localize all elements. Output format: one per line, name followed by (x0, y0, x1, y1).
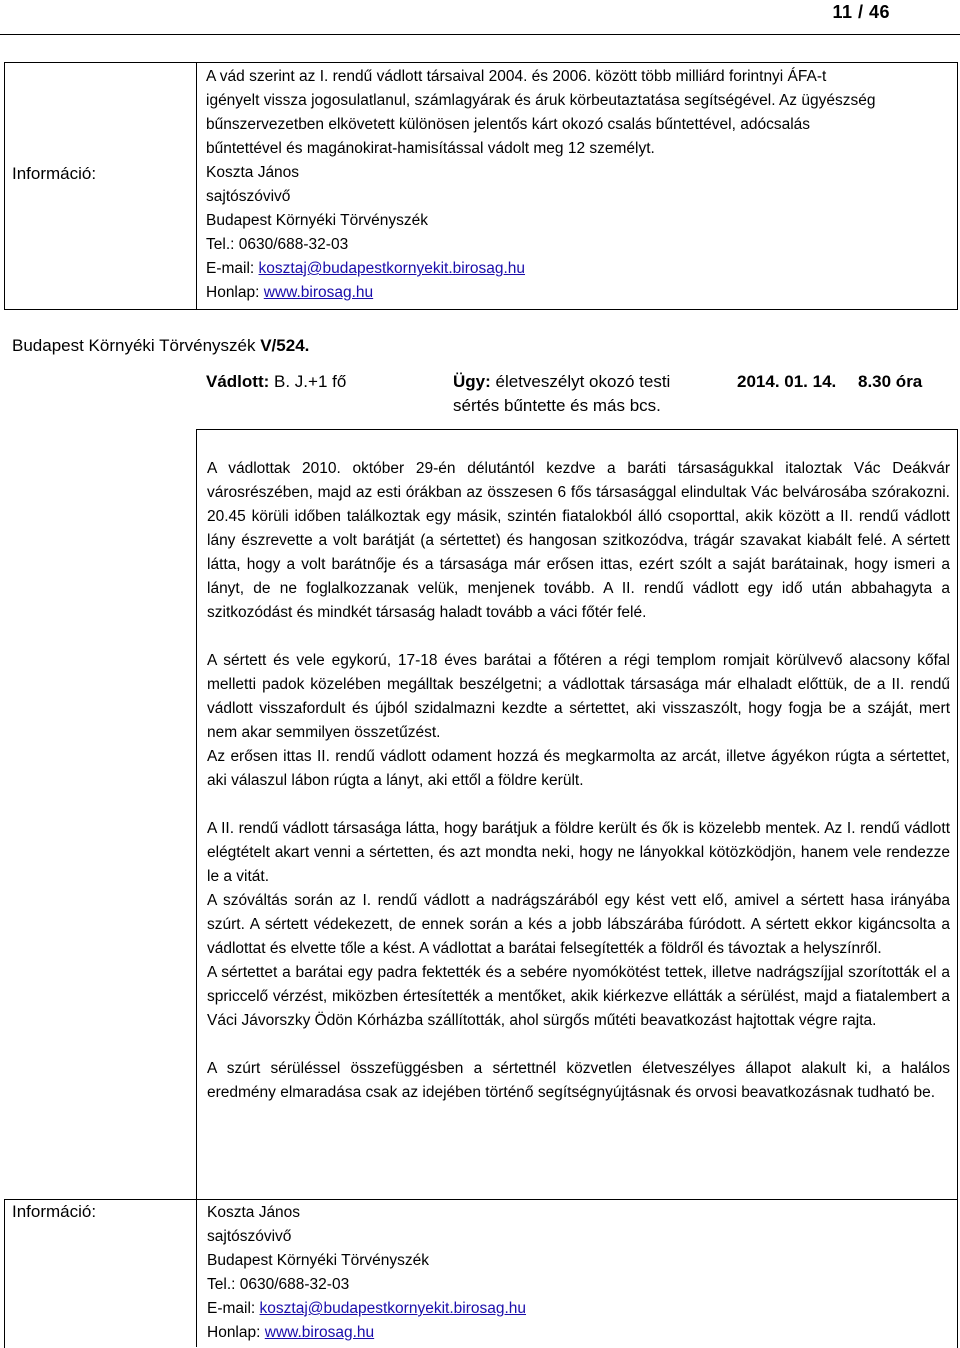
contact-web-row-2 (207, 1321, 947, 1345)
paragraph-2: A sértett és vele egykorú, 17-18 éves barátai a főtéren a régi templom romjait körülvevő alacsony kőfal melletti padok közelében megálltak beszélgetni; a vádlottak társasága már elhaladt előttük, de a II. rendű vádlott visszafordult és újból szidalmazni kezdte a sértettet, aki visszaszólt, hogy fogja be a száját, mert nem akar semmilyen összetűzést. (207, 652, 950, 741)
defendant-label: Vádlott: (206, 372, 270, 391)
contact-email-row-1 (206, 257, 951, 281)
matter-cell (453, 370, 713, 418)
web-label-2: Honlap: (207, 1324, 261, 1341)
info-label-2: Információ: (12, 1202, 97, 1221)
info-text-1 (206, 65, 951, 305)
contact-role-2: sajtószóvivő (207, 1228, 292, 1245)
paragraph-6: A sértettet a barátai egy padra fektették és a sebére nyomókötést tettek, illetve nadrágszíjjal szorították el a spriccelő vérzést, miközben értesítették a mentőket, akik kiérkezve ellátták a sérülést, majd a fiatalembert a Váci Jávorszky Ödön Kórházba szállították, ahol sürgős műtéti beavatkozást hajtottak végre rajta. (207, 964, 950, 1029)
defendant-value: B. J.+1 fő (274, 372, 347, 391)
email-label-2: E-mail: (207, 1300, 256, 1317)
info-box-2-divider (196, 1199, 197, 1347)
header-divider (0, 34, 960, 35)
defendant-cell (206, 370, 346, 394)
info-label-1: Információ: (12, 164, 97, 183)
info-line-4: bűntettével és magánokirat-hamisítással vádolt meg 12 személyt. (206, 140, 655, 157)
contact-block-2 (207, 1201, 947, 1345)
hearing-time: 8.30 óra (858, 372, 923, 391)
matter-line-2: sértés bűntette és más bcs. (453, 396, 661, 415)
matter-line-1: életveszélyt okozó testi (495, 372, 671, 391)
contact-tel-1: Tel.: 0630/688-32-03 (206, 236, 349, 253)
contact-web-row-1 (206, 281, 951, 305)
contact-name-2: Koszta János (207, 1204, 301, 1221)
case-description (207, 457, 950, 1105)
contact-role-1: sajtószóvivő (206, 188, 291, 205)
contact-org-1: Budapest Környéki Törvényszék (206, 212, 428, 229)
info-line-3: bűnszervezetben elkövetett különösen jelentős kárt okozó csalás bűntettével, adócsalás (206, 116, 811, 133)
paragraph-3: Az erősen ittas II. rendű vádlott odament hozzá és megkarmolta az arcát, illetve ágyékon rúgta a sértettet, aki válaszul lábon rúgta a lányt, aki ettől a földre került. (207, 748, 950, 789)
page-number: 11 / 46 (832, 2, 890, 22)
info-line-1: A vád szerint az I. rendű vádlott társaival 2004. és 2006. között több milliárd forintnyi ÁFA-t (206, 68, 827, 85)
email-link-1[interactable]: kosztaj@budapestkornyekit.birosag.hu (258, 260, 526, 277)
matter-label: Ügy: (453, 372, 491, 391)
contact-org-2: Budapest Környéki Törvényszék (207, 1252, 429, 1269)
contact-tel-2: Tel.: 0630/688-32-03 (207, 1276, 350, 1293)
hearing-date: 2014. 01. 14. (737, 372, 837, 391)
contact-name-1: Koszta János (206, 164, 300, 181)
paragraph-4: A II. rendű vádlott társasága látta, hogy barátjuk a földre került és ők is közelebb mentek. Az I. rendű vádlott elégtételt akart venni a sértetten, és azt mondta neki, hogy ne lányokkal kötözködjön, hanem vele rendezze le a vitát. (207, 820, 950, 885)
email-label-1: E-mail: (206, 260, 255, 277)
web-link-1[interactable]: www.birosag.hu (263, 284, 374, 301)
paragraph-1: A vádlottak 2010. október 29-én délutántól kezdve a baráti társaságukkal italoztak Vác Deákvár városrészében, majd az esti órákban az összesen 6 fős társasággal elindultak Vác belvárosába szórakozni. 20.45 körüli időben találkoztak egy másik, szintén fiatalokból álló csoporttal, akik között a II. rendű vádlott lány észrevette a volt barátját (a sértettet) és hangosan szitkozódva, trágár szavakat kiabált felé. A sértett látta, hogy a volt barátnője és a társasága már erősen ittas, ezért szólt a saját barátainak, hogy ismeri a lányt, de ne foglalkozzanak velük, menjenek tovább. A II. rendű vádlott egy idő után abbahagyta a szitkozódást és mindkét társaság haladt tovább a váci főtér felé. (207, 460, 950, 621)
date-cell (737, 370, 836, 394)
case-court-title (12, 336, 309, 356)
court-room: V/524. (260, 336, 310, 355)
web-link-2[interactable]: www.birosag.hu (264, 1324, 375, 1341)
email-link-2[interactable]: kosztaj@budapestkornyekit.birosag.hu (259, 1300, 527, 1317)
paragraph-5: A szóváltás során az I. rendű vádlott a nadrágszárából egy kést vett elő, amivel a sértett hasa irányába szúrt. A sértett védekezett, de ennek során a kés a jobb lábszárába fúródott. A sértett ekkor kigáncsolta a vádlottat és elvette tőle a kést. A vádlottat a barátai felsegítették a földről és távoztak a helyszínről. (207, 892, 950, 957)
web-label-1: Honlap: (206, 284, 260, 301)
info-line-2: igényelt vissza jogosulatlanul, számlagyárak és áruk körbeutaztatása segítségével. Az ügyészség (206, 92, 876, 109)
court-name: Budapest Környéki Törvényszék (12, 336, 256, 355)
info-box-1-divider (196, 62, 197, 310)
paragraph-7: A szúrt sérüléssel összefüggésben a sértettnél közvetlen életveszélyes állapot alakult ki, a halálos eredmény elmaradása csak az idejében történő segítségnyújtásnak és orvosi beavatkozásnak tudható be. (207, 1060, 950, 1101)
time-cell (858, 370, 922, 394)
contact-email-row-2 (207, 1297, 947, 1321)
